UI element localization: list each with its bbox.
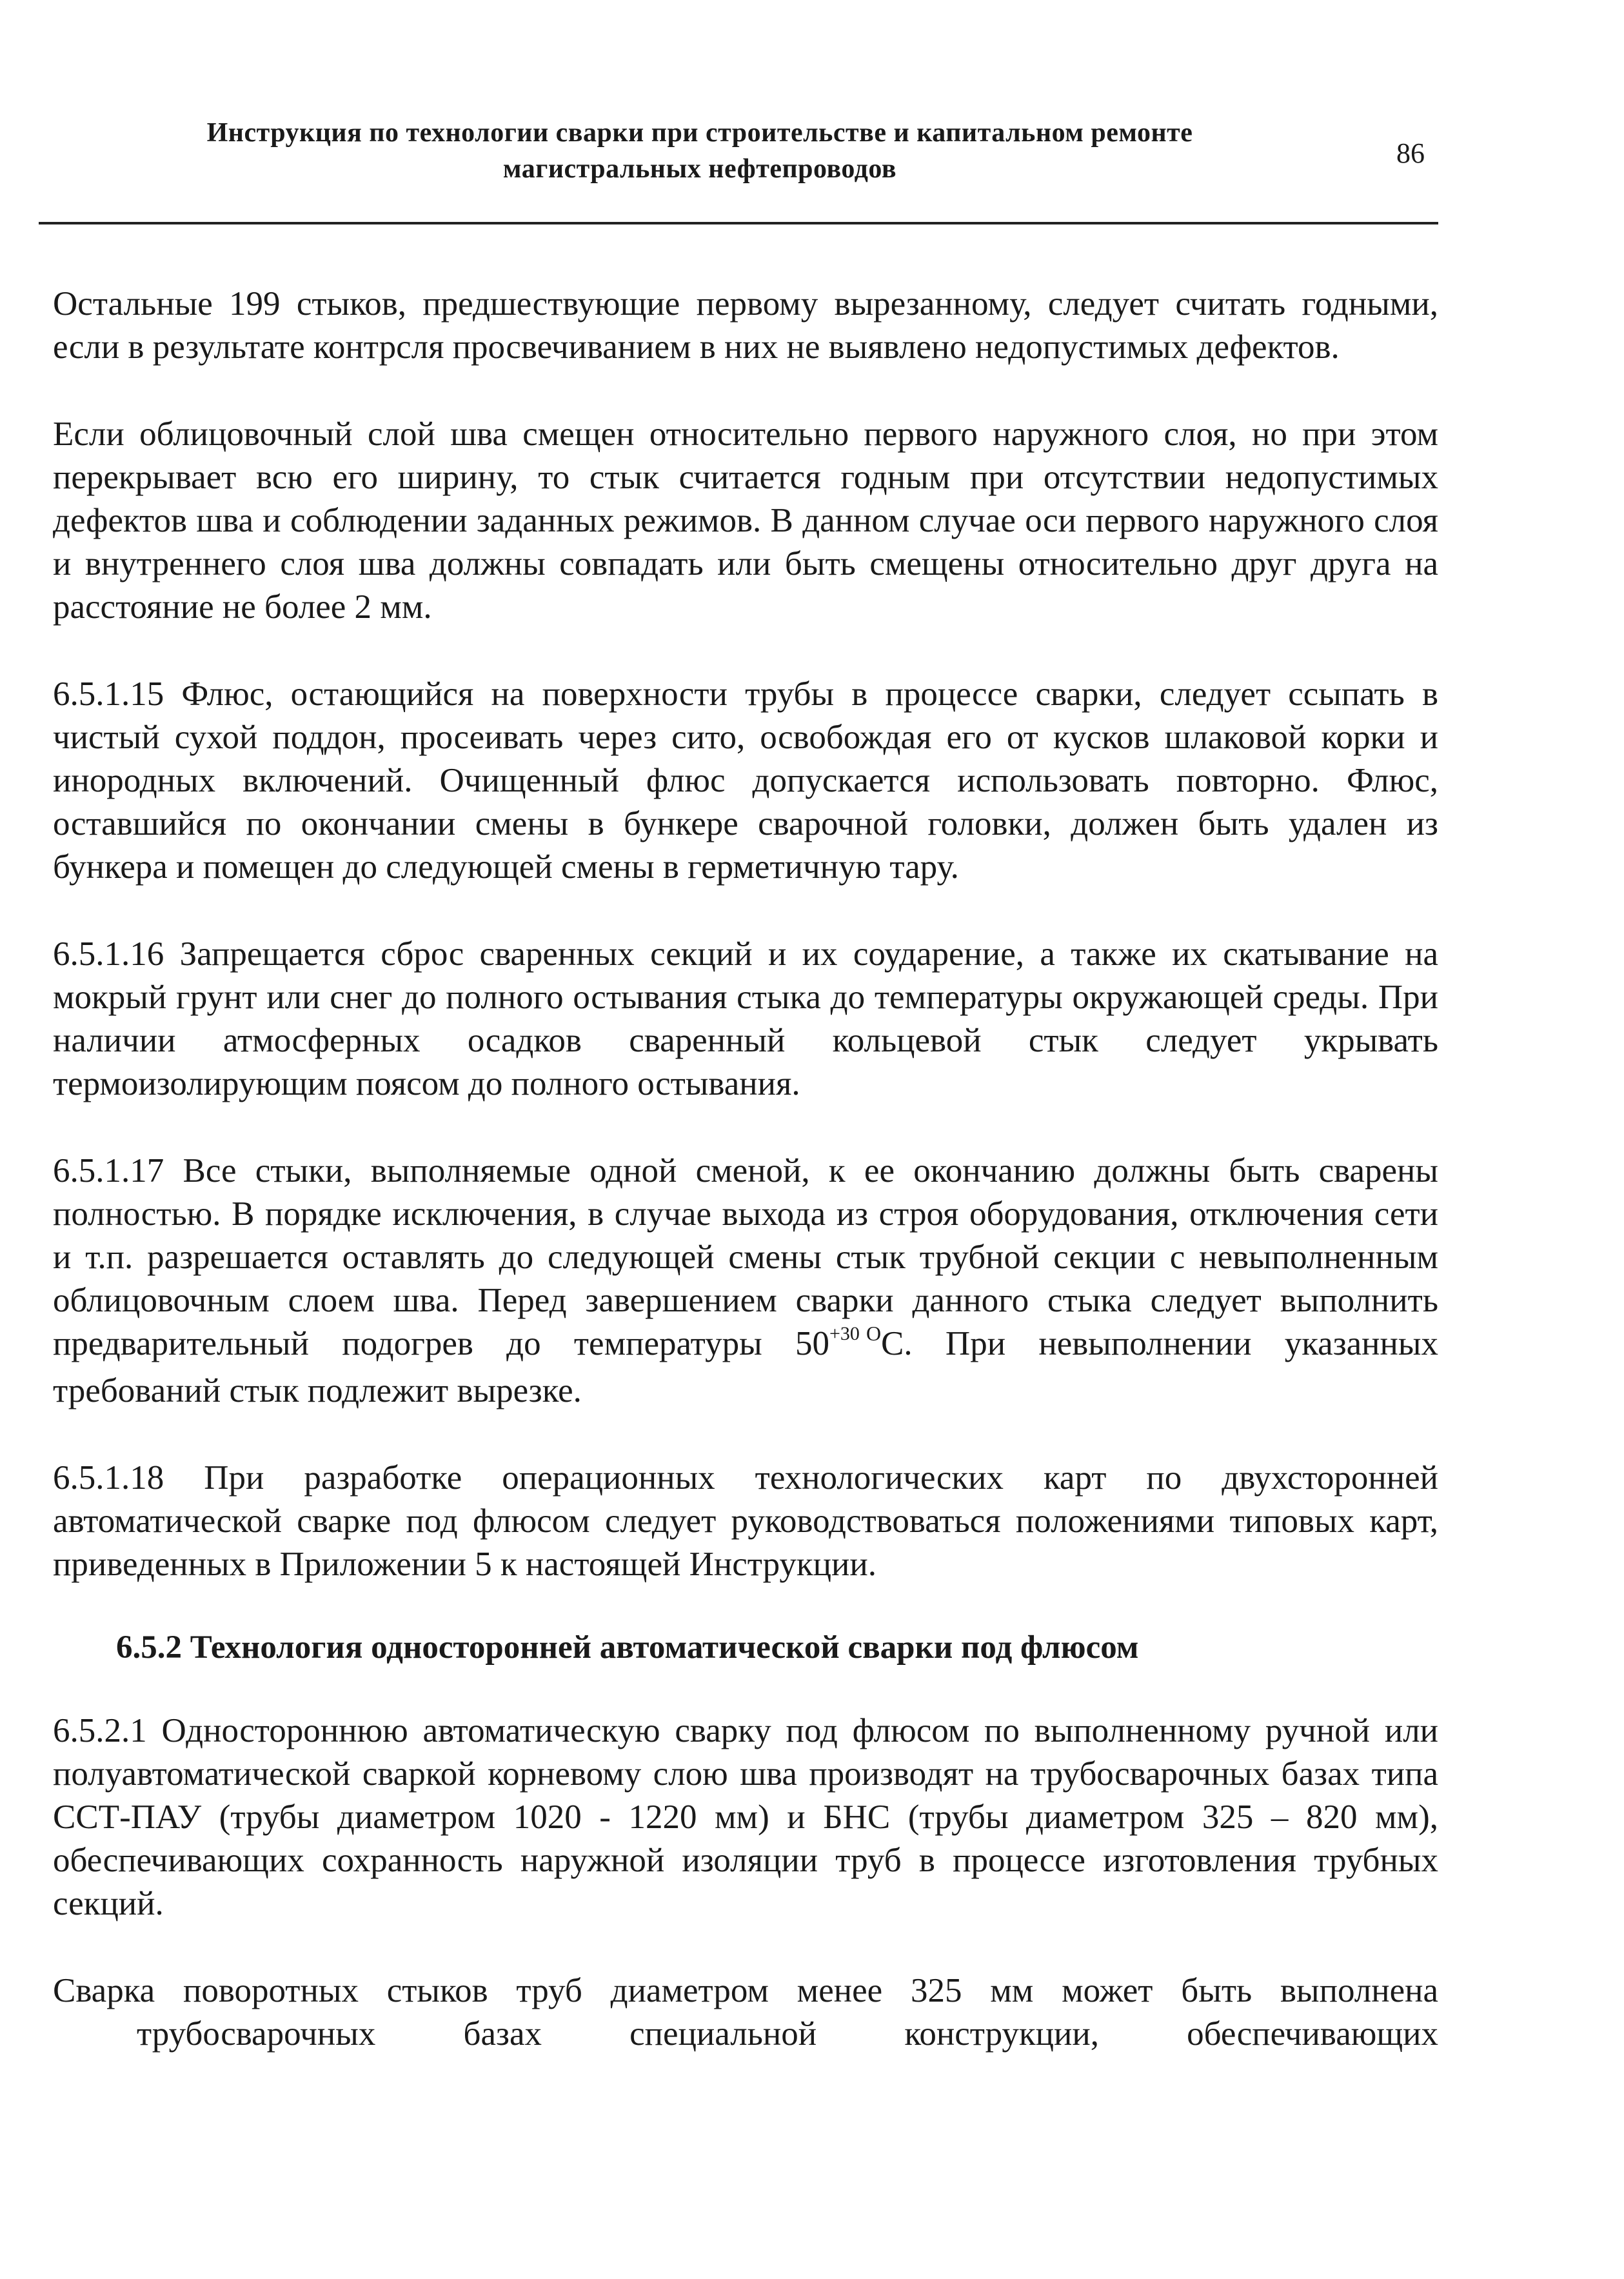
temperature-tolerance-superscript: +30: [829, 1323, 860, 1345]
degree-sign: O: [866, 1322, 882, 1345]
paragraph-8-line-2: трубосварочных базах специальной конструкции, обеспечивающих: [137, 2015, 1438, 2053]
paragraph-8: [53, 1969, 1438, 2056]
header-title-line-1: Инструкция по технологии сварки при строительстве и капитальном ремонте: [206, 118, 1193, 148]
paragraph-6-5-1-18: 6.5.1.18 При разработке операционных технологических карт по двухсторонней автоматической сварке под флюсом следует руководствоваться положениями типовых карт, приведенных в Приложении 5 к настоящей Инструкции.: [53, 1459, 1438, 1583]
paragraph-6-5-1-15: 6.5.1.15 Флюс, остающийся на поверхности трубы в процессе сварки, следует ссыпать в чистый сухой поддон, просеивать через сито, освобождая его от кусков шлаковой корки и инородных включений. Очищенный флюс допускается использовать повторно. Флюс, оставшийся по окончании смены в бункере сварочной головки, должен быть удален из бункера и помещен до следующей смены в герметичную тару.: [53, 675, 1438, 886]
paragraph-6-5-1-17-text-b: С. При невыполнении указанных требований стык подлежит вырезке.: [53, 1325, 1438, 1409]
page-number: 86: [1396, 137, 1425, 169]
paragraph-6-5-1-17-text-a: 6.5.1.17 Все стыки, выполняемые одной сменой, к ее окончанию должны быть сварены полностью. В порядке исключения, в случае выхода из строя оборудования, отключения сети и т.п. разрешается оставлять до следующей смены стык трубной секции с невыполненным облицовочным слоем шва. Перед завершением сварки данного стыка следует выполнить предварительный подогрев до температуры 50: [53, 1152, 1438, 1362]
paragraph-6-5-1-16: 6.5.1.16 Запрещается сброс сваренных секций и их соударение, а также их скатывание на мокрый грунт или снег до полного остывания стыка до температуры окружающей среды. При наличии атмосферных осадков сваренный кольцевой стык следует укрывать термоизолирующим поясом до полного остывания.: [53, 935, 1438, 1102]
paragraph-1: Остальные 199 стыков, предшествующие первому вырезанному, следует считать годными, если в результате контрсля просвечиванием в них не выявлено недопустимых дефектов.: [53, 285, 1438, 366]
paragraph-2: Если облицовочный слой шва смещен относительно первого наружного слоя, но при этом перекрывает всю его ширину, то стык считается годным при отсутствии недопустимых дефектов шва и соблюдении заданных режимов. В данном случае оси первого наружного слоя и внутреннего слоя шва должны совпадать или быть смещены относительно друг друга на расстояние не более 2 мм.: [53, 415, 1438, 626]
body-text: [53, 283, 1438, 2056]
header-title-line-2: магистральных нефтепроводов: [502, 154, 897, 184]
section-heading-6-5-2: 6.5.2 Технология односторонней автоматической сварки под флюсом: [116, 1629, 1139, 1666]
running-header: [39, 115, 1361, 187]
paragraph-6-5-1-17: [53, 1149, 1438, 1413]
paragraph-6-5-2-1: 6.5.2.1 Одностороннюю автоматическую сварку под флюсом по выполненному ручной или полуавтоматической сваркой корневому слою шва производят на трубосварочных базах типа ССТ-ПАУ (трубы диаметром 1020 - 1220 мм) и БНС (трубы диаметром 325 – 820 мм), обеспечивающих сохранность наружной изоляции труб в процессе изготовления трубных секций.: [53, 1712, 1438, 1922]
paragraph-8-line-1: Сварка поворотных стыков труб диаметром менее 325 мм может быть выполнена: [53, 1972, 1438, 2009]
header-rule: [39, 222, 1438, 224]
